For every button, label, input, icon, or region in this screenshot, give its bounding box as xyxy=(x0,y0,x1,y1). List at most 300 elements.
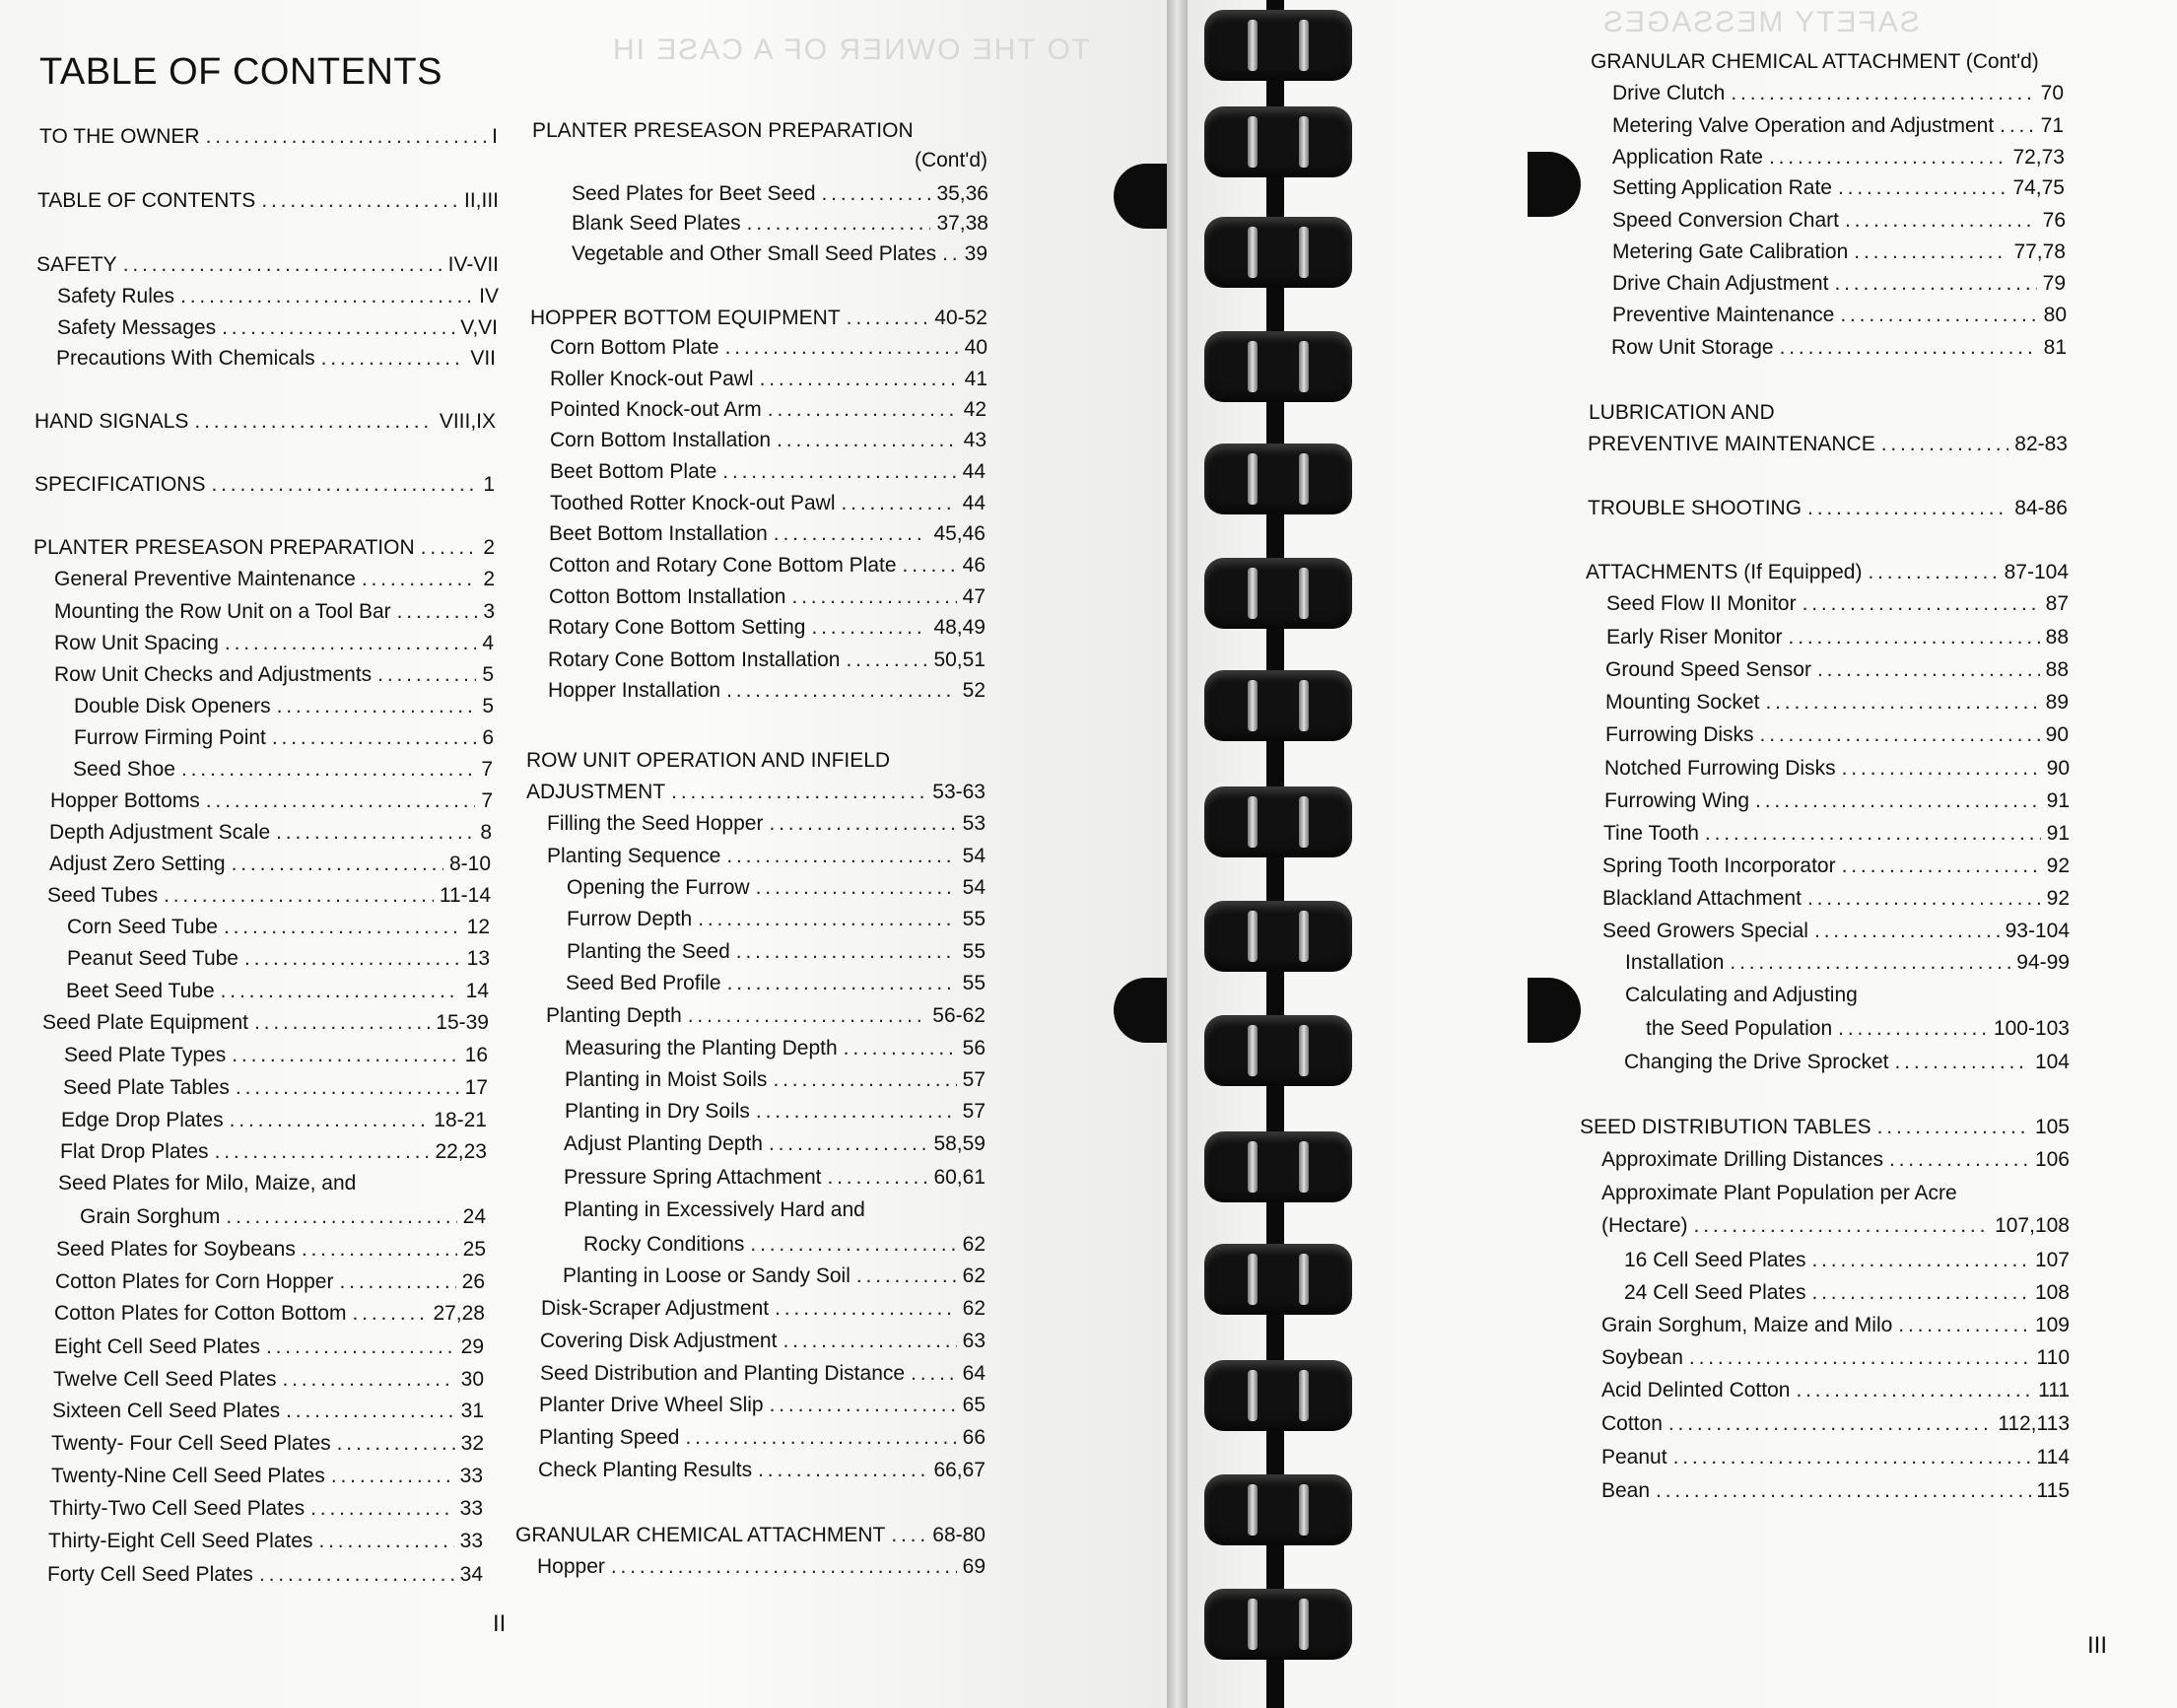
toc-page-number: IV xyxy=(479,285,499,307)
dot-leader xyxy=(331,1464,454,1489)
binding-hole xyxy=(1528,152,1581,217)
toc-entry xyxy=(1624,1280,2070,1306)
toc-page-number: 4 xyxy=(482,632,494,654)
toc-entry-label: Row Unit Checks and Adjustments xyxy=(54,663,373,686)
toc-entry-label: Planting in Excessively Hard and xyxy=(564,1198,865,1221)
toc-entry xyxy=(1605,657,2069,683)
toc-entry-label: Planting the Seed xyxy=(567,940,730,963)
toc-entry-label: Forty Cell Seed Plates xyxy=(47,1563,253,1586)
dot-leader xyxy=(1842,854,2041,879)
toc-entry-label: (Cont'd) xyxy=(914,149,987,171)
toc-entry xyxy=(57,284,499,309)
toc-page-number: 60,61 xyxy=(933,1166,986,1189)
spiral-coil-loop xyxy=(1204,1015,1352,1086)
toc-entry xyxy=(57,315,498,341)
toc-entry-label: Tine Tooth xyxy=(1603,822,1699,845)
toc-entry-label: Mounting the Row Unit on a Tool Bar xyxy=(54,600,391,623)
toc-page-number: 57 xyxy=(962,1068,986,1091)
toc-entry xyxy=(541,1296,986,1322)
toc-page-number: 89 xyxy=(2045,691,2069,714)
toc-page-number: 77,78 xyxy=(2013,240,2066,263)
toc-page-number: 34 xyxy=(459,1563,483,1586)
toc-entry xyxy=(56,346,496,372)
toc-entry-label: Cotton Plates for Corn Hopper xyxy=(55,1270,334,1293)
toc-entry-label: Mounting Socket xyxy=(1605,691,1760,714)
toc-entry-label: Furrow Firming Point xyxy=(74,726,266,749)
toc-entry-label: Seed Plates for Soybeans xyxy=(56,1238,296,1261)
toc-entry-label: Hopper xyxy=(537,1555,605,1578)
toc-entry-label: Calculating and Adjusting xyxy=(1625,984,1858,1006)
toc-entry-label: Corn Bottom Plate xyxy=(550,336,719,359)
dot-leader xyxy=(791,584,956,610)
dot-leader xyxy=(266,1334,455,1360)
spiral-coil-loop xyxy=(1204,1244,1352,1315)
toc-page-number: 88 xyxy=(2045,658,2069,681)
toc-page-number: V,VI xyxy=(460,316,498,339)
toc-entry-label: PREVENTIVE MAINTENANCE xyxy=(1588,433,1875,455)
toc-entry xyxy=(67,946,490,972)
toc-entry xyxy=(1606,625,2069,650)
toc-entry xyxy=(1605,722,2069,748)
spiral-coil-loop xyxy=(1204,1589,1352,1660)
toc-entry-label: GRANULAR CHEMICAL ATTACHMENT (Cont'd) xyxy=(1591,50,2039,73)
dot-leader xyxy=(259,1562,454,1588)
toc-entry xyxy=(549,521,986,547)
toc-entry xyxy=(549,584,986,610)
toc-entry-label: Precautions With Chemicals xyxy=(56,347,315,370)
toc-entry xyxy=(74,725,494,751)
toc-page-number: 3 xyxy=(483,600,495,623)
toc-entry-label: LUBRICATION AND xyxy=(1589,401,1775,424)
dot-leader xyxy=(286,1399,455,1424)
dot-leader xyxy=(1894,1050,2028,1075)
toc-entry-label: Seed Plate Equipment xyxy=(42,1011,248,1034)
toc-page-number: 87-104 xyxy=(2004,561,2069,583)
toc-page-number: 62 xyxy=(962,1233,986,1256)
toc-entry xyxy=(66,979,489,1004)
toc-page-number: 109 xyxy=(2034,1314,2070,1336)
toc-page-number: 114 xyxy=(2036,1446,2070,1469)
toc-entry-label: Metering Gate Calibration xyxy=(1612,240,1849,263)
toc-entry xyxy=(572,181,988,207)
toc-entry xyxy=(550,335,987,361)
dot-leader xyxy=(282,1367,454,1393)
toc-entry-label: Seed Plates for Milo, Maize, and xyxy=(58,1172,357,1195)
toc-entry xyxy=(550,397,986,423)
toc-entry-label: SPECIFICATIONS xyxy=(34,473,206,496)
toc-entry xyxy=(1612,303,2067,328)
dot-leader xyxy=(377,662,476,688)
toc-entry xyxy=(1602,919,2070,944)
toc-page-number: 2 xyxy=(483,568,495,590)
toc-section-heading xyxy=(530,306,987,331)
spiral-coil-loop xyxy=(1204,786,1352,857)
dot-leader xyxy=(225,631,476,656)
dot-leader xyxy=(1898,1313,2029,1338)
dot-leader xyxy=(1834,271,2036,297)
toc-entry xyxy=(548,678,986,704)
page-number-left: II xyxy=(493,1610,507,1637)
toc-entry-label: Cotton Bottom Installation xyxy=(549,585,786,608)
toc-entry xyxy=(547,811,986,837)
toc-page-number: 48,49 xyxy=(933,616,986,639)
toc-page-number: 14 xyxy=(465,980,489,1002)
toc-section-heading xyxy=(34,472,495,498)
toc-entry-label: Notched Furrowing Disks xyxy=(1604,757,1836,780)
toc-entry xyxy=(53,1367,484,1393)
toc-page-number: 18-21 xyxy=(434,1109,487,1131)
toc-entry-label: Approximate Plant Population per Acre xyxy=(1601,1182,1957,1204)
toc-entry xyxy=(564,1165,986,1191)
dot-leader xyxy=(856,1264,957,1289)
toc-entry-label: Planting in Moist Soils xyxy=(565,1068,768,1091)
toc-entry-label: Peanut xyxy=(1601,1446,1667,1469)
dot-leader xyxy=(722,459,956,485)
toc-entry-label: Hopper Bottoms xyxy=(50,789,200,812)
dot-leader xyxy=(844,1036,957,1061)
toc-entry-label: Toothed Rotter Knock-out Pawl xyxy=(550,492,836,514)
toc-page-number: 46 xyxy=(962,554,986,577)
toc-entry-label: Drive Chain Adjustment xyxy=(1612,272,1829,295)
toc-entry-label: Changing the Drive Sprocket xyxy=(1624,1051,1889,1073)
toc-section-heading xyxy=(1588,496,2068,521)
toc-entry xyxy=(47,883,491,909)
dot-leader xyxy=(775,1296,957,1322)
toc-page-number: 44 xyxy=(962,492,986,514)
spiral-coil-loop xyxy=(1204,444,1352,514)
dot-leader xyxy=(1817,657,2040,683)
toc-entry-label: Furrowing Disks xyxy=(1605,723,1754,746)
spiral-coil-loop xyxy=(1204,670,1352,741)
toc-entry-label: Planting Speed xyxy=(539,1426,680,1449)
toc-entry xyxy=(539,1425,986,1451)
toc-page-number: 92 xyxy=(2046,854,2070,877)
toc-page-number: 88 xyxy=(2045,626,2069,649)
toc-entry xyxy=(550,428,986,453)
toc-section-heading xyxy=(1588,432,2068,457)
dot-leader xyxy=(244,946,461,972)
toc-entry xyxy=(1603,821,2070,847)
toc-entry-label: Safety Messages xyxy=(57,316,217,339)
toc-entry xyxy=(1601,1313,2070,1338)
toc-entry-label: Rotary Cone Bottom Installation xyxy=(548,649,841,671)
toc-entry-label: TABLE OF CONTENTS xyxy=(37,189,256,212)
toc-page-number: 11-14 xyxy=(439,884,491,907)
toc-page-number: I xyxy=(492,125,498,148)
dot-leader xyxy=(726,844,956,869)
toc-entry-label: Disk-Scraper Adjustment xyxy=(541,1297,770,1320)
toc-entry-label: Seed Plate Types xyxy=(64,1044,227,1066)
dot-leader xyxy=(1868,560,1998,585)
toc-entry xyxy=(1604,788,2070,814)
toc-page-number: 5 xyxy=(482,663,494,686)
dot-leader xyxy=(1656,1478,2030,1504)
dot-leader xyxy=(1705,821,2041,847)
toc-page-number: 16 xyxy=(464,1044,488,1066)
toc-entry xyxy=(54,599,495,625)
toc-entry-label: PLANTER PRESEASON PREPARATION xyxy=(532,119,914,142)
toc-entry-label: SEED DISTRIBUTION TABLES xyxy=(1580,1116,1871,1138)
toc-entry-label: TROUBLE SHOOTING xyxy=(1588,497,1803,519)
toc-entry xyxy=(67,915,490,940)
toc-entry-label: Hopper Installation xyxy=(548,679,721,702)
toc-page-number: 57 xyxy=(962,1100,986,1123)
dot-leader xyxy=(911,1361,957,1387)
spiral-coil-loop xyxy=(1204,10,1352,81)
toc-page-number: 2 xyxy=(483,536,495,559)
toc-page-number: 108 xyxy=(2034,1281,2070,1304)
dot-leader xyxy=(221,979,460,1004)
toc-entry-label: Rotary Cone Bottom Setting xyxy=(548,616,806,639)
toc-entry-label: Thirty-Eight Cell Seed Plates xyxy=(48,1530,313,1552)
toc-page-number: 55 xyxy=(962,908,986,930)
dot-leader xyxy=(1765,690,2039,716)
page-number-right: III xyxy=(2087,1632,2108,1659)
toc-page-number: 42 xyxy=(963,398,986,421)
toc-entry xyxy=(550,367,987,392)
dot-leader xyxy=(747,211,931,237)
dot-leader xyxy=(211,472,477,498)
toc-entry-label: Roller Knock-out Pawl xyxy=(550,368,754,390)
dot-leader xyxy=(773,1067,956,1093)
dot-leader xyxy=(811,615,927,641)
toc-entry xyxy=(51,1464,483,1489)
toc-entry-label: Bean xyxy=(1601,1479,1651,1502)
dot-leader xyxy=(1838,175,2007,201)
dot-leader xyxy=(777,428,958,453)
dot-leader xyxy=(1730,950,2010,976)
dot-leader xyxy=(1814,919,2000,944)
toc-entry xyxy=(547,844,986,869)
toc-entry xyxy=(539,1393,986,1418)
toc-page-number: 92 xyxy=(2046,887,2070,910)
page-gutter xyxy=(1167,0,1188,1708)
toc-entry-label: Adjust Zero Setting xyxy=(49,853,226,875)
dot-leader xyxy=(230,1108,429,1133)
dot-leader xyxy=(1807,886,2041,912)
bleed-through-text: SAFETY MESSAGES xyxy=(1601,6,1920,38)
toc-entry xyxy=(61,1108,487,1133)
toc-page-number: 26 xyxy=(461,1270,485,1293)
toc-page-number: 55 xyxy=(962,940,986,963)
toc-page-number: 87 xyxy=(2045,592,2069,615)
toc-entry-label: Seed Flow II Monitor xyxy=(1606,592,1797,615)
toc-entry xyxy=(80,1204,486,1230)
toc-entry-label: Approximate Drilling Distances xyxy=(1601,1148,1883,1171)
toc-page-number: 65 xyxy=(962,1394,986,1416)
toc-page-number: 52 xyxy=(962,679,986,702)
toc-entry xyxy=(52,1399,484,1424)
dot-leader xyxy=(1842,756,2041,782)
toc-entry-label: PLANTER PRESEASON PREPARATION xyxy=(34,536,415,559)
toc-section-heading xyxy=(37,188,499,214)
dot-leader xyxy=(891,1523,926,1548)
dot-leader xyxy=(769,1131,927,1157)
toc-section-heading xyxy=(34,409,496,435)
dot-leader xyxy=(1811,1280,2029,1306)
toc-entry xyxy=(565,1036,986,1061)
toc-page-number: 32 xyxy=(460,1432,484,1455)
toc-entry xyxy=(1624,1248,2070,1273)
toc-entry-label: Edge Drop Plates xyxy=(61,1109,224,1131)
toc-entry xyxy=(1646,1016,2070,1042)
toc-entry-label: SAFETY xyxy=(36,253,117,276)
dot-leader xyxy=(206,124,487,150)
toc-section-heading xyxy=(34,535,495,561)
toc-section-heading xyxy=(1586,560,2069,585)
toc-entry-label: Ground Speed Sensor xyxy=(1605,658,1811,681)
dot-leader xyxy=(842,491,957,516)
toc-entry xyxy=(49,1496,483,1522)
toc-entry xyxy=(564,1197,986,1223)
toc-entry xyxy=(51,1431,484,1457)
toc-page-number: II,III xyxy=(463,189,499,212)
toc-entry-label: Seed Growers Special xyxy=(1602,920,1808,942)
dot-leader xyxy=(277,694,477,719)
dot-leader xyxy=(1755,788,2041,814)
dot-leader xyxy=(782,1329,956,1354)
spiral-coil-loop xyxy=(1204,901,1352,972)
toc-page-number: 105 xyxy=(2034,1116,2070,1138)
toc-page-number: 44 xyxy=(962,460,986,483)
spiral-coil-loop xyxy=(1204,106,1352,177)
toc-entry-label: Corn Bottom Installation xyxy=(550,429,772,451)
toc-entry-label: Preventive Maintenance xyxy=(1612,304,1835,326)
toc-entry-label: Sixteen Cell Seed Plates xyxy=(52,1400,281,1422)
toc-entry-label: Twenty- Four Cell Seed Plates xyxy=(51,1432,331,1455)
toc-entry-label: Seed Tubes xyxy=(47,884,159,907)
dot-leader xyxy=(318,1529,453,1554)
dot-leader xyxy=(206,788,476,814)
toc-entry-label: Seed Plate Tables xyxy=(63,1076,230,1099)
toc-page-number: 76 xyxy=(2042,209,2066,232)
dot-leader xyxy=(352,1301,427,1327)
toc-entry-label: 24 Cell Seed Plates xyxy=(1624,1281,1806,1304)
toc-entry xyxy=(56,1237,486,1263)
toc-page-number: 1 xyxy=(483,473,495,496)
toc-page-number: 93-104 xyxy=(2005,920,2070,942)
toc-entry xyxy=(540,1329,986,1354)
dot-leader xyxy=(302,1237,457,1263)
toc-entry-label: Pointed Knock-out Arm xyxy=(550,398,762,421)
toc-entry xyxy=(1625,950,2070,976)
dot-leader xyxy=(226,1204,456,1230)
toc-page-number: 72,73 xyxy=(2012,146,2065,169)
toc-entry xyxy=(1612,239,2066,265)
toc-entry xyxy=(1612,208,2066,234)
dot-leader xyxy=(224,915,461,940)
dot-leader xyxy=(942,241,959,267)
toc-entry xyxy=(550,459,986,485)
toc-entry xyxy=(563,1264,986,1289)
dot-leader xyxy=(846,648,927,673)
toc-page-number: 90 xyxy=(2045,723,2069,746)
dot-leader xyxy=(725,335,959,361)
toc-page-number: 112,113 xyxy=(1998,1412,2070,1435)
toc-entry-label: Rocky Conditions xyxy=(583,1233,745,1256)
dot-leader xyxy=(123,252,442,278)
dot-leader xyxy=(1668,1411,1992,1437)
toc-entry xyxy=(538,1458,986,1483)
dot-leader xyxy=(362,567,477,592)
toc-entry xyxy=(74,694,494,719)
toc-page-number: 68-80 xyxy=(932,1524,986,1546)
toc-entry-label: Depth Adjustment Scale xyxy=(49,821,271,844)
dot-leader xyxy=(232,1043,458,1068)
toc-entry xyxy=(47,1562,483,1588)
toc-entry-label: Cotton xyxy=(1601,1412,1663,1435)
dot-leader xyxy=(181,757,475,783)
spiral-coil-loop xyxy=(1204,1474,1352,1545)
dot-leader xyxy=(261,188,458,214)
toc-page-number: 24 xyxy=(462,1205,486,1228)
dot-leader xyxy=(1840,303,2037,328)
toc-entry xyxy=(54,662,494,688)
binding-hole xyxy=(1114,978,1167,1043)
toc-entry xyxy=(566,971,986,996)
toc-page-number: 40-52 xyxy=(934,307,987,329)
toc-entry xyxy=(1601,1378,2070,1403)
toc-entry xyxy=(42,1010,489,1036)
toc-page-number: 22,23 xyxy=(435,1140,487,1163)
toc-page-number: 66 xyxy=(962,1426,986,1449)
toc-page-number: 29 xyxy=(460,1335,484,1358)
toc-entry xyxy=(1601,1445,2070,1470)
toc-entry xyxy=(548,648,986,673)
toc-page-number: 6 xyxy=(482,726,494,749)
toc-page-number: 64 xyxy=(962,1362,986,1385)
toc-page-number: 5 xyxy=(482,695,494,717)
toc-page-number: 47 xyxy=(962,585,986,608)
toc-page-number: 58,59 xyxy=(933,1132,986,1155)
toc-entry-label: Safety Rules xyxy=(57,285,175,307)
dot-leader xyxy=(1796,1378,2032,1403)
toc-page-number: 81 xyxy=(2043,336,2067,359)
dot-leader xyxy=(611,1554,957,1580)
toc-entry-label: Beet Bottom Plate xyxy=(550,460,717,483)
toc-page-number: 80 xyxy=(2043,304,2067,326)
dot-leader xyxy=(339,1269,455,1295)
toc-section-heading xyxy=(1591,49,2063,75)
toc-page-number: 27,28 xyxy=(433,1302,485,1325)
toc-entry xyxy=(546,1003,986,1029)
dot-leader xyxy=(310,1496,454,1522)
toc-entry-label: Seed Distribution and Planting Distance xyxy=(540,1362,906,1385)
toc-page-number: 17 xyxy=(464,1076,488,1099)
toc-entry xyxy=(1612,175,2065,201)
spiral-coil-loop xyxy=(1204,558,1352,629)
dot-leader xyxy=(736,939,957,965)
toc-entry xyxy=(549,553,986,579)
toc-entry-label: Planting in Dry Soils xyxy=(565,1100,750,1123)
toc-page-number: VIII,IX xyxy=(439,410,496,433)
toc-entry-label: Furrowing Wing xyxy=(1604,789,1750,812)
spiral-coil-loop xyxy=(1204,1360,1352,1431)
toc-page-number: 15-39 xyxy=(436,1011,489,1034)
toc-entry-label: Spring Tooth Incorporator xyxy=(1602,854,1836,877)
toc-page-number: 90 xyxy=(2046,757,2070,780)
spiral-coil-loop xyxy=(1204,217,1352,288)
dot-leader xyxy=(685,1425,956,1451)
toc-entry xyxy=(532,148,987,173)
toc-entry xyxy=(54,1301,485,1327)
toc-entry-label: Adjust Planting Depth xyxy=(564,1132,763,1155)
toc-entry xyxy=(565,1067,986,1093)
toc-entry-label: Planter Drive Wheel Slip xyxy=(539,1394,764,1416)
toc-entry xyxy=(565,1099,986,1125)
toc-entry-label: ATTACHMENTS (If Equipped) xyxy=(1586,561,1863,583)
toc-entry-label: Furrow Depth xyxy=(567,908,693,930)
